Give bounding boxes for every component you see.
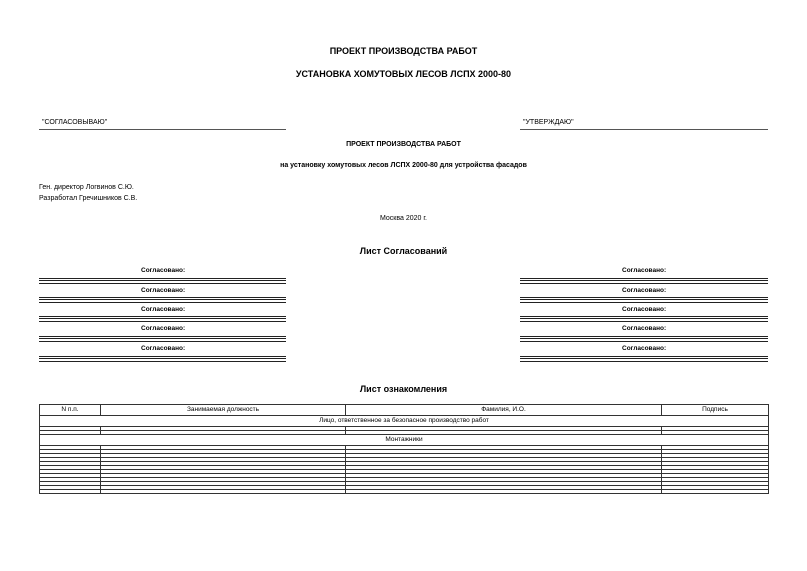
- agreement-label: Согласовано:: [622, 267, 667, 274]
- agreements-title: Лист Согласований: [359, 246, 448, 256]
- approve-left-line: [39, 129, 286, 130]
- agreement-label: Согласовано:: [141, 287, 186, 294]
- document-subtitle: УСТАНОВКА ХОМУТОВЫХ ЛЕСОВ ЛСПХ 2000-80: [295, 69, 512, 79]
- agreement-label: Согласовано:: [622, 345, 667, 352]
- signature-line: [520, 299, 768, 300]
- signature-line: [39, 297, 286, 298]
- column-header: Фамилия, И.О.: [346, 405, 662, 416]
- table-row: [40, 490, 769, 494]
- familiarization-title: Лист ознакомления: [359, 384, 448, 394]
- column-header: N п.п.: [40, 405, 101, 416]
- signature-line: [39, 318, 286, 319]
- cover-title: ПРОЕКТ ПРОИЗВОДСТВА РАБОТ: [346, 141, 461, 148]
- signature-line: [39, 321, 286, 322]
- signature-line: [520, 356, 768, 357]
- city-year: Москва 2020 г.: [379, 215, 427, 222]
- column-header: Подпись: [662, 405, 769, 416]
- agreement-label: Согласовано:: [141, 306, 186, 313]
- signature-line: [520, 302, 768, 303]
- agreement-label: Согласовано:: [622, 325, 667, 332]
- signature-line: [520, 316, 768, 317]
- table-cell: [101, 490, 346, 494]
- agreement-label: Согласовано:: [141, 267, 186, 274]
- cover-subtitle: на установку хомутовых лесов ЛСПХ 2000-80 для устройства фасадов: [280, 162, 527, 169]
- section-row: [40, 416, 769, 427]
- agreement-label: Согласовано:: [141, 345, 186, 352]
- signature-line: [520, 283, 768, 284]
- approve-right-line: [520, 129, 768, 130]
- approve-left-label: "СОГЛАСОВЫВАЮ": [42, 119, 108, 126]
- section-row: [40, 435, 769, 446]
- section-responsible: Лицо, ответственное за безопасное производство работ: [40, 416, 769, 427]
- signature-line: [520, 321, 768, 322]
- agreement-label: Согласовано:: [622, 306, 667, 313]
- signature-line: [520, 318, 768, 319]
- signature-line: [39, 316, 286, 317]
- signature-line: [39, 358, 286, 359]
- signature-line: [39, 338, 286, 339]
- agreement-label: Согласовано:: [141, 325, 186, 332]
- signature-line: [39, 341, 286, 342]
- signature-line: [520, 280, 768, 281]
- column-header: Занимаемая должность: [101, 405, 346, 416]
- signature-line: [520, 341, 768, 342]
- signature-line: [520, 338, 768, 339]
- signature-line: [520, 278, 768, 279]
- signature-line: [39, 278, 286, 279]
- signature-line: [520, 297, 768, 298]
- signature-line: [39, 280, 286, 281]
- table-cell: [346, 490, 662, 494]
- signature-line: [39, 361, 286, 362]
- familiarization-table: [39, 404, 769, 494]
- table-header-row: [40, 405, 769, 416]
- signature-line: [39, 299, 286, 300]
- director-line: Ген. директор Логвинов С.Ю.: [39, 184, 134, 191]
- signature-line: [39, 283, 286, 284]
- developer-line: Разработал Гречишников С.В.: [39, 195, 138, 202]
- signature-line: [520, 358, 768, 359]
- table-cell: [40, 490, 101, 494]
- approve-right-label: "УТВЕРЖДАЮ": [523, 119, 574, 126]
- signature-line: [520, 336, 768, 337]
- table-cell: [662, 490, 769, 494]
- document-title: ПРОЕКТ ПРОИЗВОДСТВА РАБОТ: [329, 46, 478, 56]
- section-installers: Монтажники: [40, 435, 769, 446]
- signature-line: [520, 361, 768, 362]
- agreement-label: Согласовано:: [622, 287, 667, 294]
- signature-line: [39, 356, 286, 357]
- signature-line: [39, 302, 286, 303]
- signature-line: [39, 336, 286, 337]
